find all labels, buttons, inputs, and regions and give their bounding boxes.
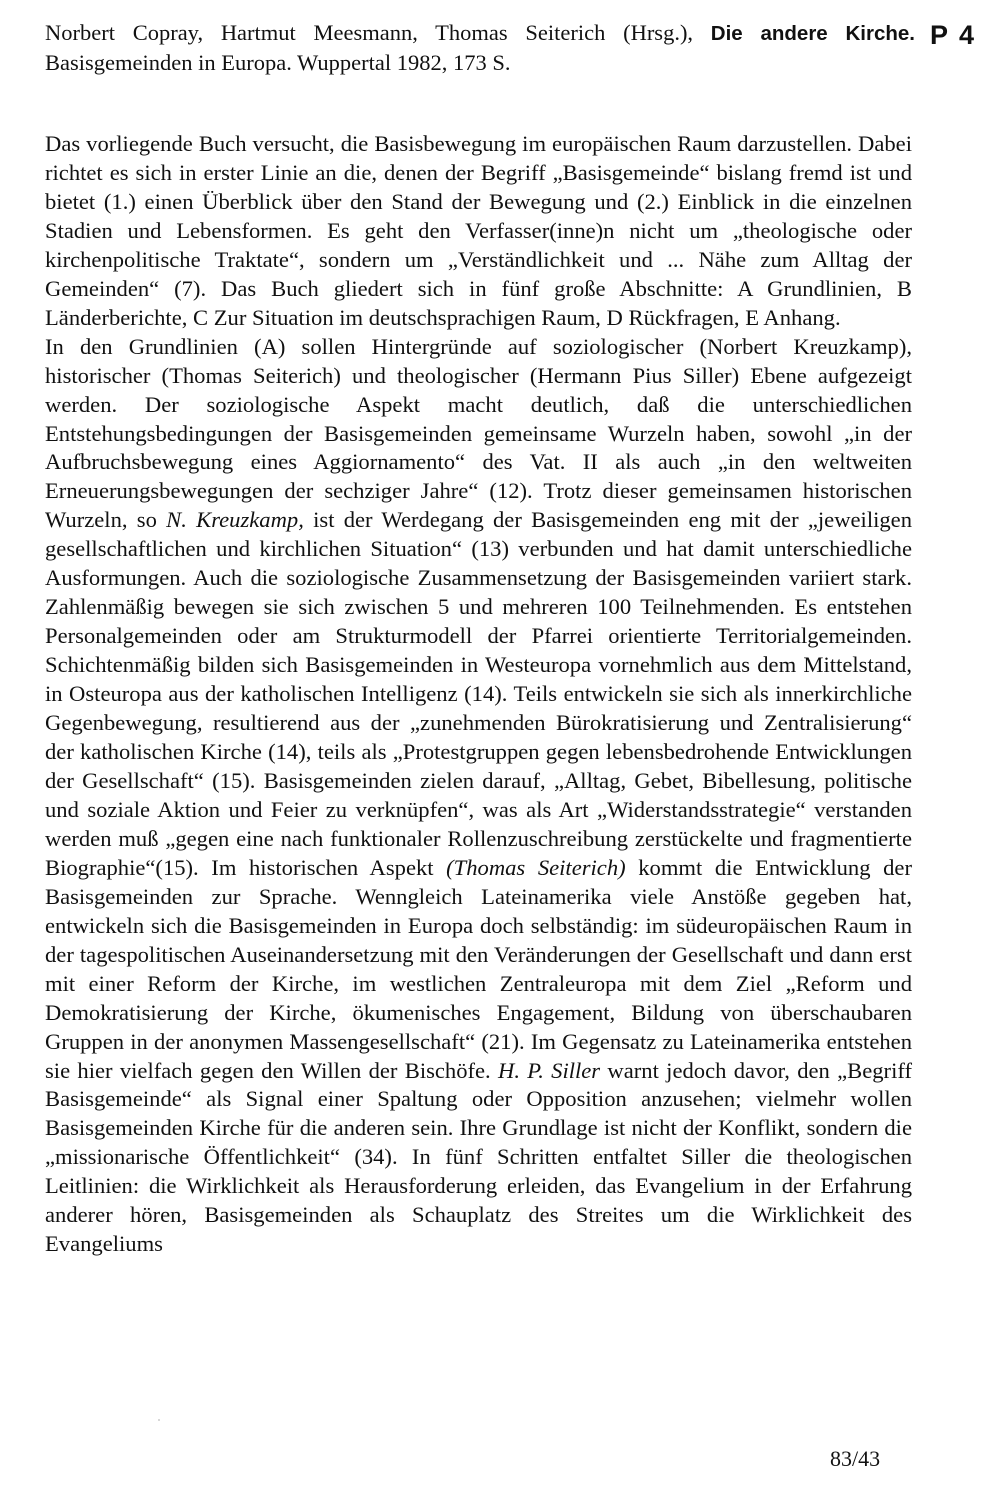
text-segment: kommt die Entwicklung der Basisgemeinden zur Sprache. Wenngleich Lateinamerika viele Anstöße gegeben hat, entwickeln sich die Basisgemeinden in Europa doch selbständig: im südeuropäischen Raum in der tagespolitischen Auseinandersetzung mit den Veränderungen der Gesellschaft und dann erst mit einer Reform der Kirche, im westlichen Zentraleuropa mit dem Ziel „Reform und Demokratisierung der Kirche, ökumenisches Engagement, Bildung von überschaubaren Gruppen in der anonymen Massengesellschaft“ (21). Im Gegensatz zu Lateinamerika entstehen sie hier vielfach gegen den Willen der Bischöfe. — [45, 854, 912, 1083]
paragraph-intro: Das vorliegende Buch versucht, die Basisbewegung im europäischen Raum darzustellen. Dabei richtet es sich in erster Linie an die, denen der Begriff „Basisgemeinde“ bislang fremd ist und bietet (1.) einen Überblick über den Stand der Bewegung und (2.) Einblick in die einzelnen Stadien und Lebensformen. Es geht den Verfasser(inne)n nicht um „theologische oder kirchenpolitische Traktate“, sondern um „Verständlichkeit und ... Nähe zum Alltag der Gemeinden“ (7). Das Buch gliedert sich in fünf große Abschnitte: A Grundlinien, B Länderberichte, C Zur Situation im deutschsprachigen Raum, D Rückfragen, E Anhang. — [45, 131, 912, 330]
book-title: Die andere Kirche. — [710, 22, 915, 45]
citation-authors: Norbert Copray, Hartmut Meesmann, Thomas Seiterich (Hrsg.), — [45, 20, 711, 45]
section-code: P 4 — [930, 20, 977, 50]
bibliographic-citation — [45, 18, 915, 77]
review-text — [45, 130, 912, 1259]
page-reference: 83/43 — [830, 1446, 881, 1471]
text-segment: ist der Werdegang der Basisgemeinden eng mit der „jeweiligen gesellschaftlichen und kirchlichen Situation“ (13) verbunden und hat damit unterschiedliche Ausformungen. Auch die soziologische Zusammensetzung der Basisgemeinden variiert stark. Zahlenmäßig bewegen sie sich zwischen 5 und mehreren 100 Teilnehmenden. Es entstehen Personalgemeinden oder am Strukturmodell der Pfarrei orientierte Territorialgemeinden. Schichtenmäßig bilden sich Basisgemeinden in Westeuropa vornehmlich aus dem Mittelstand, in Osteuropa aus der katholischen Intelligenz (14). Teils entwickeln sie sich als innerkirchliche Gegenbewegung, resultierend aus der „zunehmenden Bürokratisierung und Zentralisierung“ der katholischen Kirche (14), teils als „Protestgruppen gegen lebensbedrohende Entwicklungen der Gesellschaft“ (15). Basisgemeinden zielen darauf, „Alltag, Gebet, Bibellesung, politische und soziale Aktion und Feier zu verknüpfen“, was als Art „Widerstandsstrategie“ verstanden werden muß „gegen eine nach funktionaler Rollenzuschreibung zerstückelte und fragmentierte Biographie“(15). Im historischen Aspekt — [45, 507, 912, 880]
text-segment: warnt jedoch davor, den „Begriff Basisgemeinde“ als Signal einer Spaltung oder Opposition anzusehen; vielmehr wollen Basisgemeinden Kirche für die anderen sein. Ihre Grundlage ist nicht der Konflikt, sondern die „missionarische Öffentlichkeit“ (34). In fünf Schritten entfaltet Siller die theologischen Leitlinien: die Wirklichkeit als Herausforderung erleiden, das Evangelium in der Erfahrung anderer hören, Basisgemeinden als Schauplatz des Streites um die Wirklichkeit des Evangeliums — [45, 1057, 913, 1257]
paragraph-grundlinien — [45, 333, 912, 1260]
author-name-seiterich: (Thomas Seiterich) — [446, 854, 626, 880]
author-name-kreuzkamp: N. Kreuzkamp, — [166, 507, 304, 533]
author-name-siller: H. P. Siller — [498, 1057, 601, 1083]
text-segment: In den Grundlinien (A) sollen Hintergründe auf soziologischer (Norbert Kreuzkamp), historischer (Thomas Seiterich) und theologischer (Hermann Pius Siller) Ebene aufgezeigt werden. Der soziologische Aspekt macht deutlich, daß die unterschiedlichen Entstehungsbedingungen der Basisgemeinden gemeinsame Wurzeln haben, sowohl „in der Aufbruchsbewegung eines Aggiornamento“ des Vat. II als auch „in den weltweiten Erneuerungsbewegungen der sechziger Jahre“ (12). Trotz dieser gemeinsamen historischen Wurzeln, so — [45, 333, 912, 533]
citation-details: Basisgemeinden in Europa. Wuppertal 1982, 173 S. — [45, 50, 511, 75]
scan-speck — [158, 1419, 160, 1421]
